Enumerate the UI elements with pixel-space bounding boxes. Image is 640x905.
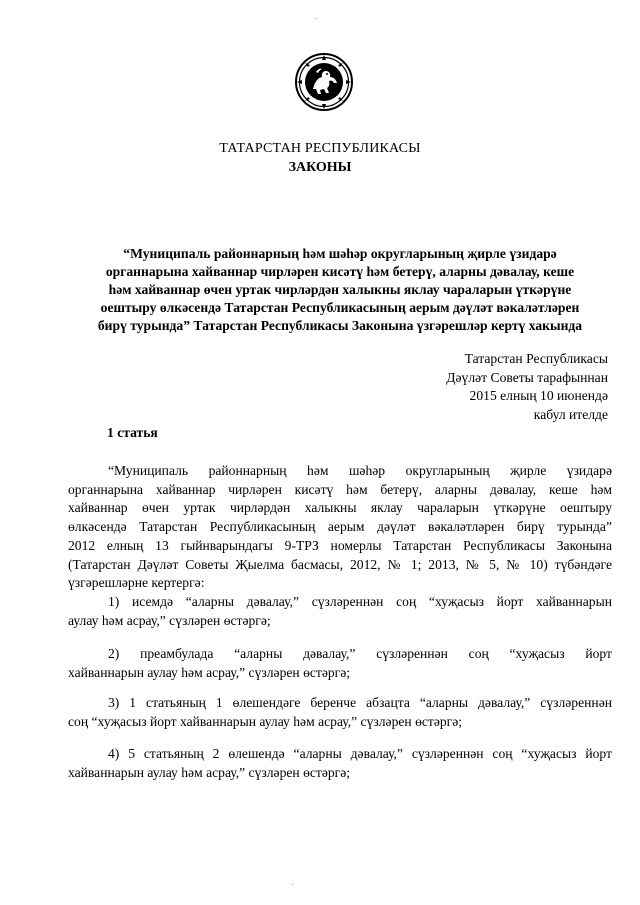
article-heading: 1 статья: [107, 425, 158, 440]
amendment-item-2: [68, 645, 612, 682]
paragraph-line: хайваннар өчен уртак чирләрдән халыкны яклау чараларын үткәрүне оештыру: [68, 500, 612, 516]
amendment-item-1: [68, 593, 612, 630]
adoption-line: Дәүләт Советы тарафыннан: [446, 369, 608, 385]
item-line: 1) исемдә “аларны дәвалау,” сүзләреннән соң “хуҗасыз йорт хайваннарын: [108, 594, 612, 609]
law-title-line: оештыру өлкәсендә Татарстан Республикасының аерым дәүләт вәкаләтләрен: [100, 300, 580, 315]
main-paragraph: [68, 462, 612, 593]
law-title-line: органнарына хайваннар чирләрен кисәтү һәм бетерү, аларны дәвалау, кеше: [105, 264, 575, 279]
item-line: 2) преамбулада “аларны дәвалау,” сүзләреннән соң “хуҗасыз йорт: [108, 646, 612, 661]
adoption-line: кабул ителде: [533, 406, 608, 422]
paragraph-line: 2012 елның 13 гыйнварындагы 9-ТРЗ номерлы Татарстан Республикасы Законына: [68, 537, 612, 553]
adoption-line: 2015 елның 10 июнендә: [469, 388, 608, 403]
state-name-heading: ТАТАРСТАН РЕСПУБЛИКАСЫ: [219, 141, 421, 156]
coat-of-arms-emblem: [294, 52, 354, 112]
law-title: [68, 245, 612, 335]
paragraph-line: органнарына хайваннар чирләрен кисәтү һәм бетерү, аларны дәвалау, кеше һәм: [68, 481, 612, 497]
paragraph-line: (Татарстан Дәүләт Советы Җыелма басмасы, 2012, № 1; 2013, № 5, № 10) түбәндәге: [68, 556, 612, 572]
item-line: хайваннарын аулау һәм асрау,” сүзләрен өстәргә;: [68, 664, 351, 680]
amendment-item-3: [68, 694, 612, 731]
scan-speck: [316, 18, 317, 19]
law-heading: ЗАКОНЫ: [288, 160, 352, 175]
item-line: аулау һәм асрау,” сүзләрен өстәргә;: [68, 612, 271, 628]
law-title-line: һәм хайваннар өчен уртак чирләрдән халыкны яклау чараларын үткәрүне: [108, 282, 572, 297]
item-line: 4) 5 статьяның 2 өлешендә “аларны дәвалау,” сүзләреннән соң “хуҗасыз йорт: [108, 746, 612, 761]
law-title-line: “Муниципаль районнарның һәм шәһәр округларының җирле үзидарә: [123, 246, 557, 261]
paragraph-line: үзгәрешләрне кертергә:: [68, 575, 205, 591]
amendment-item-4: [68, 745, 612, 782]
paragraph-line: “Муниципаль районнарның һәм шәһәр округларының җирле үзидарә: [108, 463, 612, 478]
item-line: соң “хуҗасыз йорт хайваннарын аулау һәм асрау,” сүзләрен өстәргә;: [68, 713, 463, 729]
item-line: хайваннарын аулау һәм асрау,” сүзләрен өстәргә;: [68, 764, 351, 780]
adoption-note: [446, 350, 608, 424]
item-line: 3) 1 статьяның 1 өлешендәге беренче абзацта “аларны дәвалау,” сүзләреннән: [108, 695, 612, 710]
scan-speck: [292, 884, 293, 885]
paragraph-line: өлкәсендә Татарстан Республикасының аерым дәүләт вәкаләтләрен бирү турында”: [68, 519, 612, 535]
adoption-line: Татарстан Республикасы: [464, 351, 608, 366]
law-title-line: бирү турында” Татарстан Республикасы Законына үзгәрешләр кертү хакында: [97, 318, 583, 333]
